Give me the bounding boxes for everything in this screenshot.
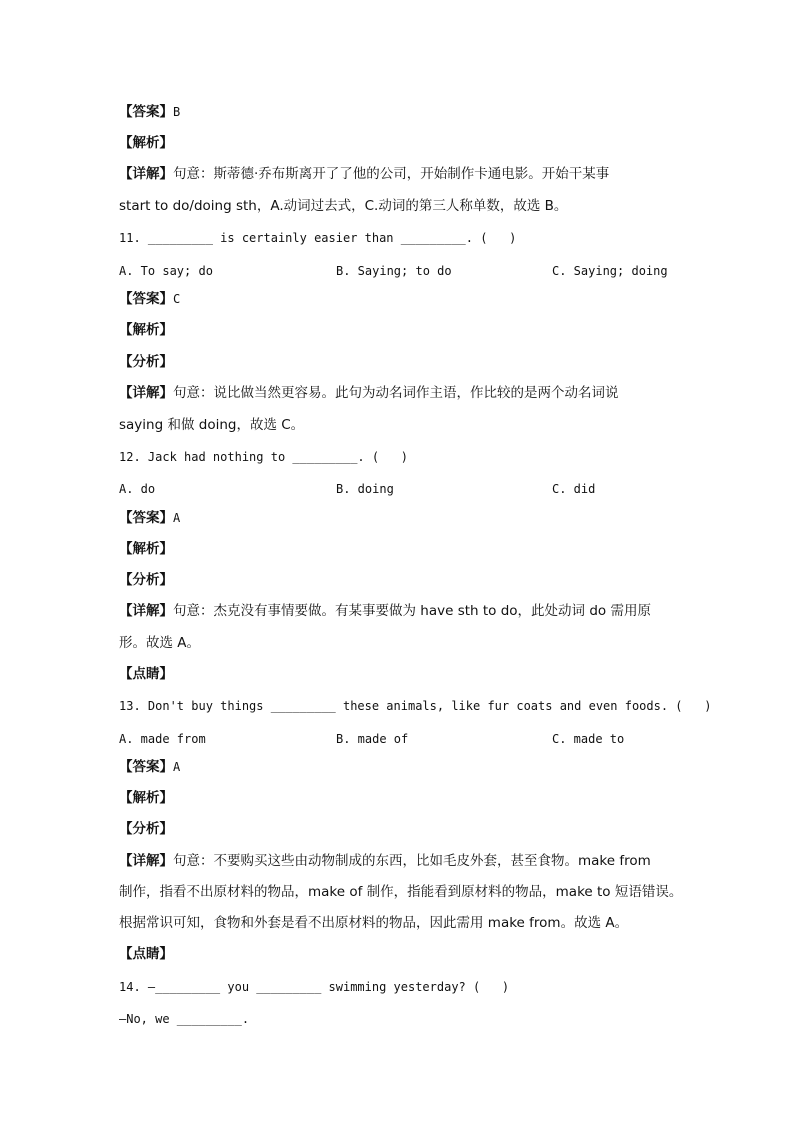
q13-fenxi-label: 【分析】 [119,821,173,837]
answer-value: A [173,511,181,525]
q12-analysis-label: 【解析】 [119,541,173,557]
q12-detail-line2: 形。故选 A。 [119,635,201,651]
q12-answer [119,510,180,527]
q13-detail-line2: 制作，指看不出原材料的物品，make of 制作，指能看到原材料的物品，make to 短语错误。 [119,884,683,900]
q14-line2: —No, we _________. [119,1012,250,1026]
q11-fenxi-label: 【分析】 [119,354,173,370]
q13-detail-line1 [119,853,651,870]
answer-label: 【答案】 [119,510,173,526]
q10-analysis-label: 【解析】 [119,135,173,151]
q13-answer [119,759,180,776]
q12-option-c: C. did [552,482,596,496]
q11-stem: 11. _________ is certainly easier than _________. ( ) [119,231,517,245]
answer-label: 【答案】 [119,291,173,307]
answer-label: 【答案】 [119,104,173,120]
q13-dianjing-label: 【点睛】 [119,946,173,962]
q12-stem: 12. Jack had nothing to _________. ( ) [119,450,408,464]
answer-value: C [173,292,181,306]
detail-text: 句意：杰克没有事情要做。有某事要做为 have sth to do，此处动词 do 需用原 [173,603,651,619]
q11-detail-line1 [119,385,619,402]
detail-label: 【详解】 [119,166,173,182]
q13-option-b: B. made of [336,732,409,746]
detail-text: 句意：不要购买这些由动物制成的东西，比如毛皮外套，甚至食物。make from [173,853,651,869]
q10-detail-line2: start to do/doing sth，A.动词过去式，C.动词的第三人称单数，故选 B。 [119,198,568,214]
q11-option-c: C. Saying; doing [552,264,668,278]
q13-stem: 13. Don't buy things _________ these animals, like fur coats and even foods. ( ) [119,699,712,713]
q13-detail-line3: 根据常识可知，食物和外套是看不出原材料的物品，因此需用 make from。故选 A。 [119,915,629,931]
q12-fenxi-label: 【分析】 [119,572,173,588]
q14-stem: 14. —_________ you _________ swimming yesterday? ( ) [119,980,510,994]
q12-option-a: A. do [119,482,156,496]
detail-label: 【详解】 [119,385,173,401]
q10-detail-line1 [119,166,609,183]
q13-option-a: A. made from [119,732,206,746]
q11-analysis-label: 【解析】 [119,322,173,338]
detail-label: 【详解】 [119,603,173,619]
q12-detail-line1 [119,603,651,620]
detail-text: 句意：说比做当然更容易。此句为动名词作主语，作比较的是两个动名词说 [173,385,619,401]
answer-value: A [173,760,181,774]
q13-option-c: C. made to [552,732,625,746]
detail-text: 句意：斯蒂德·乔布斯离开了了他的公司，开始制作卡通电影。开始干某事 [173,166,610,182]
q11-option-a: A. To say; do [119,264,213,278]
q12-option-b: B. doing [336,482,394,496]
q11-detail-line2: saying 和做 doing，故选 C。 [119,417,305,433]
q11-answer [119,291,180,308]
q11-option-b: B. Saying; to do [336,264,452,278]
q10-answer [119,104,180,121]
q13-analysis-label: 【解析】 [119,790,173,806]
detail-label: 【详解】 [119,853,173,869]
answer-value: B [173,105,181,119]
q12-dianjing-label: 【点睛】 [119,666,173,682]
answer-label: 【答案】 [119,759,173,775]
